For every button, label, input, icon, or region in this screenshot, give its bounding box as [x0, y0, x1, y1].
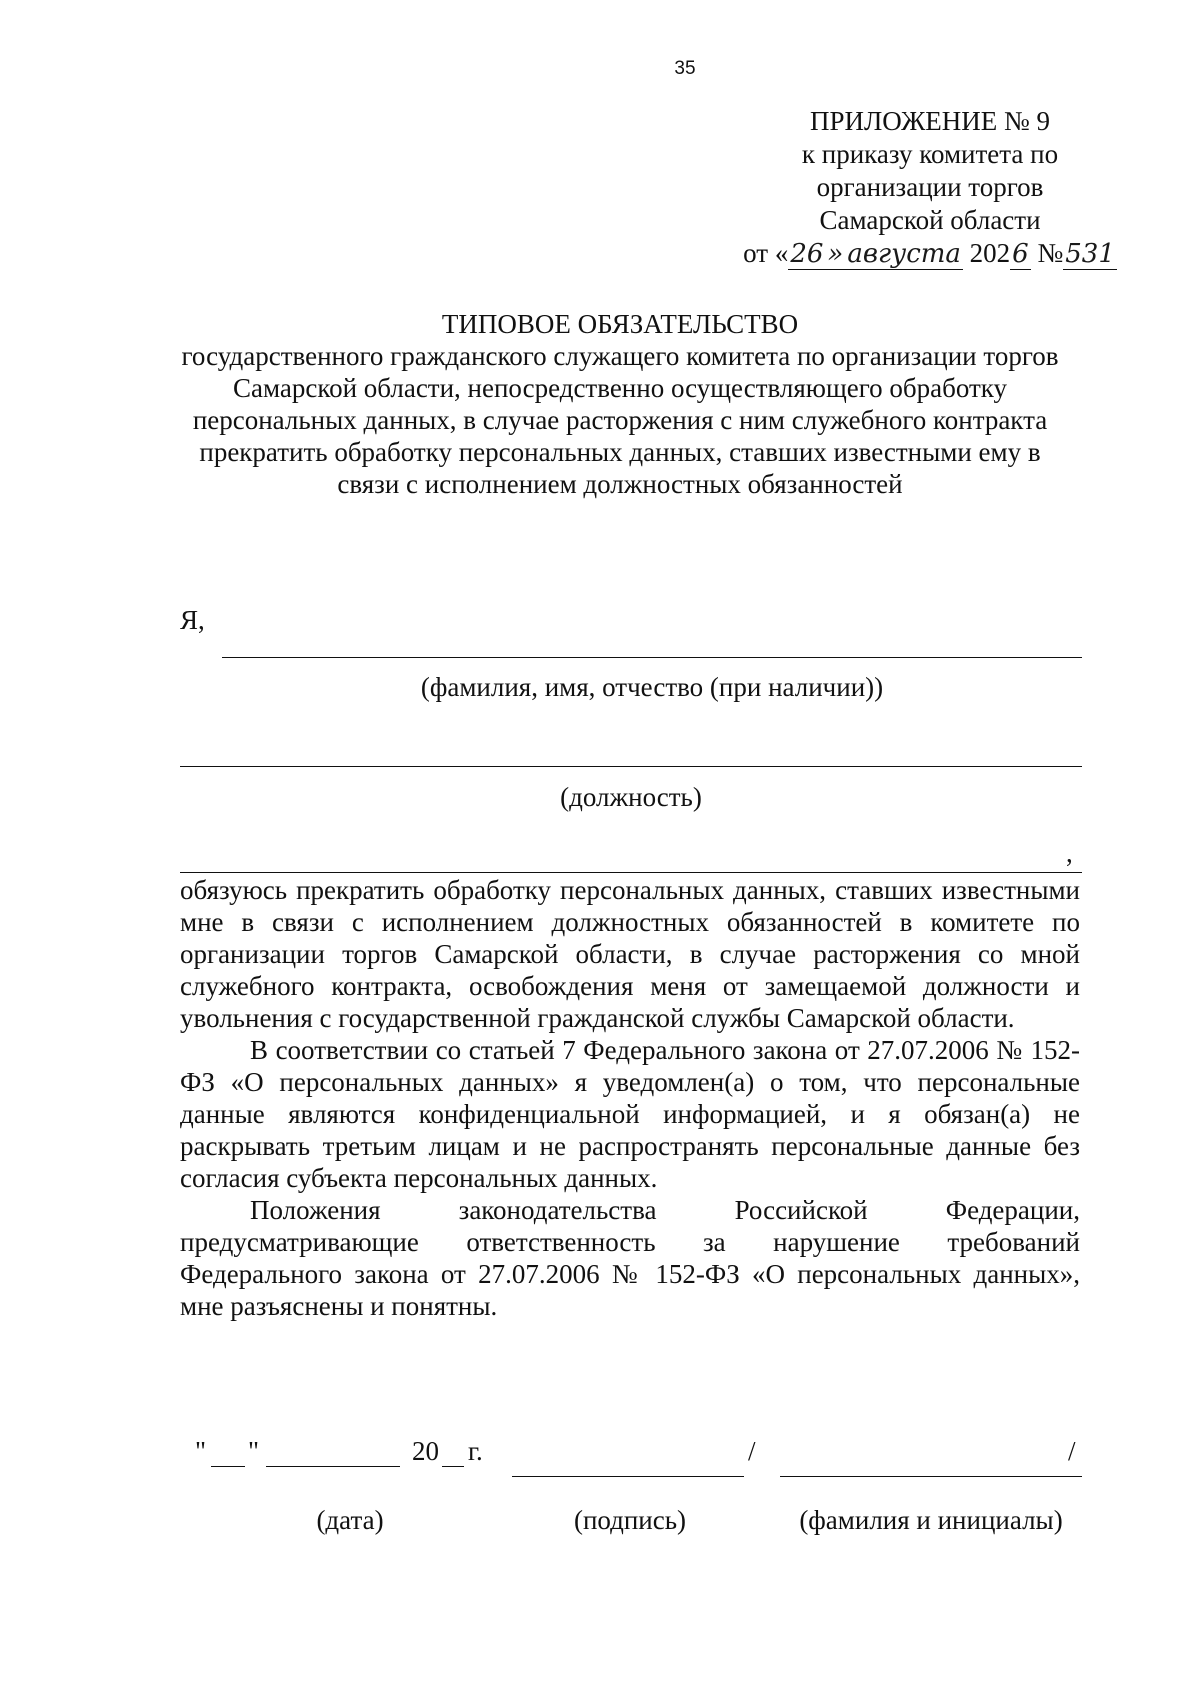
heading-subtitle: государственного гражданского служащего комитета по организации торгов Самарской области, непосредственно осуществляющего обработку персональных данных, в случае расторжения с ним служебного контракта прекратить обработку персональных данных, ставших известными ему в связи с исполнением должностных обязанностей	[181, 341, 1059, 499]
year-suffix: г.	[468, 1436, 483, 1466]
appendix-block	[720, 105, 1140, 271]
paragraph-1: обязуюсь прекратить обработку персональных данных, ставших известными мне в связи с исполнением должностных обязанностей в комитете по организации торгов Самарской области, в случае расторжения со мной служебного контракта, освобождения меня от замещаемой должности и увольнения с государственной гражданской службы Самарской области.	[180, 875, 1080, 1033]
paragraph-2: В соответствии со статьей 7 Федерального закона от 27.07.2006 № 152-ФЗ «О персональных данных» я уведомлен(а) о том, что персональные данные являются конфиденциальной информацией, и я обязан(а) не раскрывать третьим лицам и не распространять персональные данные без согласия субъекта персональных данных.	[180, 1035, 1080, 1193]
year-line[interactable]	[442, 1466, 464, 1467]
fio-caption: (фамилия, имя, отчество (при наличии))	[420, 672, 884, 702]
date-prefix: от «	[743, 238, 789, 268]
heading-title: ТИПОВОЕ ОБЯЗАТЕЛЬСТВО	[441, 309, 799, 339]
paragraph-3: Положения законодательства Российской Федерации, предусматривающие ответственность за нарушение требований Федерального закона от 27.07.2006 № 152-ФЗ «О персональных данных», мне разъяснены и понятны.	[180, 1195, 1080, 1321]
appendix-line-3: Самарской области	[819, 205, 1041, 235]
appendix-date-line	[720, 237, 1140, 271]
position-line[interactable]	[180, 766, 1082, 767]
date-separator: »	[827, 239, 844, 269]
name-line[interactable]	[780, 1476, 1082, 1477]
ya-label: Я,	[180, 605, 205, 635]
body-text	[180, 874, 1080, 1322]
quote-close: "	[248, 1436, 260, 1466]
quote-open: "	[195, 1436, 207, 1466]
handwritten-number: 531	[1065, 239, 1115, 269]
month-line[interactable]	[266, 1466, 400, 1467]
sign-caption: (подпись)	[573, 1505, 687, 1535]
slash-1: /	[748, 1436, 756, 1466]
signature-line[interactable]	[512, 1476, 744, 1477]
position-caption: (должность)	[560, 782, 702, 812]
number-prefix: №	[1037, 238, 1064, 268]
appendix-line-2: организации торгов	[816, 172, 1044, 202]
slash-2: /	[1068, 1436, 1076, 1466]
appendix-line-1: к приказу комитета по	[801, 139, 1059, 169]
handwritten-month: августа	[847, 239, 961, 269]
appendix-title: ПРИЛОЖЕНИЕ № 9	[809, 106, 1051, 136]
line-comma: ,	[1066, 838, 1073, 868]
date-year-prefix: 202	[969, 238, 1011, 268]
extra-line[interactable]	[180, 872, 1082, 873]
document-heading	[180, 308, 1060, 500]
fio-line[interactable]	[222, 657, 1082, 658]
day-line[interactable]	[211, 1466, 245, 1467]
name-caption: (фамилия и инициалы)	[799, 1505, 1063, 1535]
handwritten-day: 26	[790, 239, 824, 269]
page-number: 35	[674, 58, 696, 79]
year-prefix: 20	[412, 1436, 439, 1466]
handwritten-year-digit: 6	[1012, 239, 1029, 269]
date-caption: (дата)	[316, 1505, 384, 1535]
